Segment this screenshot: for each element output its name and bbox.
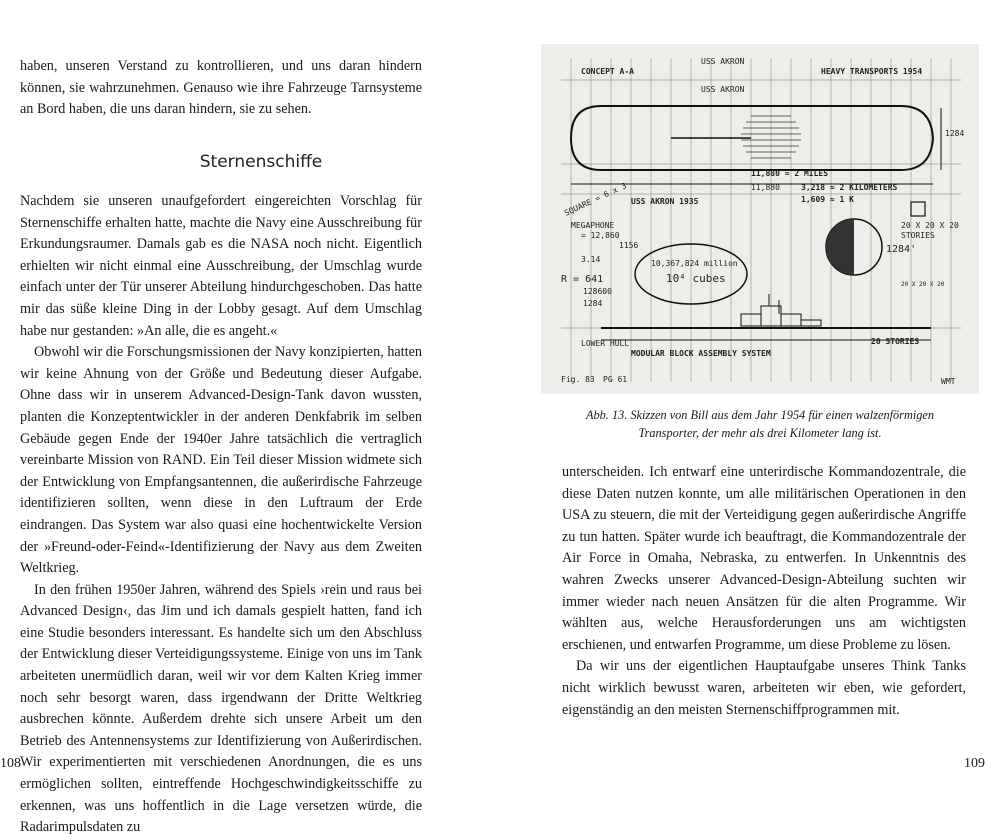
- page-number-right: 109: [964, 756, 985, 771]
- label-usakron: USS AKRON 1935: [631, 197, 699, 206]
- label-concept: CONCEPT A-A: [581, 67, 634, 76]
- label-cubes1: 10,367,824 million: [651, 259, 738, 268]
- label-314: 3.14: [581, 255, 601, 264]
- label-akron-2: USS AKRON: [701, 85, 745, 94]
- figure-sketch: [541, 44, 979, 394]
- left-page: [0, 0, 500, 836]
- label-r: R = 641: [561, 274, 604, 285]
- paragraph-3: In den frühen 1950er Jahren, während des Spiels ›rein und raus bei Advanced Design‹, das Jim und ich damals gespielt hatten, fand ich eine Studie besonders interessant. Es handelte sich um den Abschluss der Entwicklung dieser Verteidigungssysteme. Einige von uns im Tank arbeiteten unermüdlich daran, weil wir vor dem Kalten Krieg immer noch sehr besorgt waren, dass irgendwann der Dritte Weltkrieg ausbrechen könnte. Außerdem drehte sich unsere Arbeit um den Betrieb des Antennensystems zur Identifizierung von Außerirdischen. Wir experimentierten mit verschiedenen Anordnungen, die es uns ermöglichen sollten, eintreffende Hochgeschwindigkeitsschiffe zu erkennen, was uns hoffentlich in die Lage versetzen würde, die Radarimpulsdaten zu: [20, 581, 422, 836]
- body-text-left: [20, 191, 422, 839]
- label-1284c: 1284': [886, 244, 917, 255]
- label-miles: 11,880 ≈ 2 MILES: [751, 169, 829, 178]
- label-1284b: 1284: [583, 299, 603, 308]
- label-km2: 1,609 ≈ 1 K: [801, 195, 854, 204]
- label-1284: 1284: [945, 129, 965, 138]
- figure-caption: Abb. 13. Skizzen von Bill aus dem Jahr 1954 für einen walzenförmigen Transporter, der mehr als drei Kilometer lang ist.: [585, 408, 935, 440]
- intro-text: haben, unseren Verstand zu kontrollieren, und uns daran hindern können, sie wahrzunehmen. Genauso wie ihre Fahrzeuge Tarnsysteme an Bord haben, die uns daran hindern, sie zu sehen.: [20, 58, 422, 118]
- label-fig: Fig. 83: [561, 375, 595, 384]
- label-lowerhull: LOWER HULL: [581, 339, 630, 348]
- label-small: 20 X 20 X 20: [901, 281, 945, 288]
- page-number-left: 108: [0, 756, 21, 771]
- label-cubes2: 10⁴ cubes: [666, 272, 726, 285]
- label-1156: 1156: [619, 241, 639, 250]
- label-akron-top: USS AKRON: [701, 57, 745, 66]
- label-side3: = 12,860: [581, 231, 620, 240]
- label-20stories: 20 STORIES: [871, 337, 920, 346]
- right-paragraph-1: unterscheiden. Ich entwarf eine unterirdische Kommandozentrale, die diese Daten nutzen konnte, um alle militärischen Operationen in den USA zu steuern, die mit der Verteidigung gegen außerirdische Angriffe zu tun hatten. Später wurde ich beauftragt, die Kommandozentrale der Air Force in Omaha, Nebraska, zu entwerfen. In Unkenntnis des wahren Zwecks unserer Advanced-Design-Abteilung suchten wir immer wieder nach neuen Ansätzen für die alten Programme. Wir wählten aus, welche Herausforderungen uns am wichtigsten erschienen, und entwarfen Programme, um diese Probleme zu lösen.: [562, 464, 966, 653]
- paragraph-2: Obwohl wir die Forschungsmissionen der Navy konzipierten, hatten wir keine Ahnung von der Größe und Bedeutung dieser Aufgabe. Ohne dass wir in unserem Advanced-Design-Tank davon wussten, planten die Konzeptentwickler in der anderen Denkfabrik im selben Gebäude gegen Ende der 1940er Jahre tatsächlich die vertraglich vereinbarte Mission von RAND. Ein Teil dieser Mission widmete sich der Entwicklung von Empfangsantennen, die außerirdische Fahrzeuge identifizieren sollten, wenn diese in den Luftraum der Erde eindrangen. Das System war also quasi eine hochentwickelte Version der »Freund-oder-Feind«-Identifizierung der Navy aus dem Zweiten Weltkrieg.: [20, 344, 422, 577]
- label-11880: 11,880: [751, 183, 780, 192]
- label-wmt: WMT: [941, 377, 956, 386]
- intro-paragraph: [20, 56, 422, 121]
- label-km1: 3,218 ≈ 2 KILOMETERS: [801, 183, 898, 192]
- label-pg: PG 61: [603, 375, 628, 384]
- label-modular: MODULAR BLOCK ASSEMBLY SYSTEM: [631, 349, 771, 358]
- label-stories1: 20 X 20 X 20: [901, 221, 959, 230]
- label-side2: MEGAPHONE: [571, 221, 615, 230]
- sketch-drawing: [541, 44, 979, 394]
- body-text-right: [562, 462, 966, 721]
- label-side1: SQUARE = 6 x 3: [563, 181, 628, 218]
- label-stories2: STORIES: [901, 231, 935, 240]
- section-heading: Sternenschiffe: [199, 152, 323, 172]
- paragraph-1: Nachdem sie unseren unaufgefordert eingereichten Vorschlag für Sternenschiffe erhalten hatte, machte die Navy eine Ausschreibung für Erkundungsraumer. Damals gab es die NASA noch nicht. Eigentlich erhielten wir nicht einmal eine Ausschreibung, der Umschlag wurde einfach unter der Tür unserer Abteilung hindurchgeschoben. Das hatte mir das süße kleine Ding in der Lobby gesagt. Auf dem Umschlag habe nur gestanden: »An alle, die es angeht.«: [20, 193, 422, 339]
- label-title: HEAVY TRANSPORTS 1954: [821, 67, 923, 76]
- right-paragraph-2: Da wir uns der eigentlichen Hauptaufgabe unseres Think Tanks nicht wirklich bewusst waren, arbeiteten wir eben, wie gefordert, eigenständig an den meisten Sternenschiffprogrammen mit.: [562, 658, 966, 718]
- label-128: 128600: [583, 287, 612, 296]
